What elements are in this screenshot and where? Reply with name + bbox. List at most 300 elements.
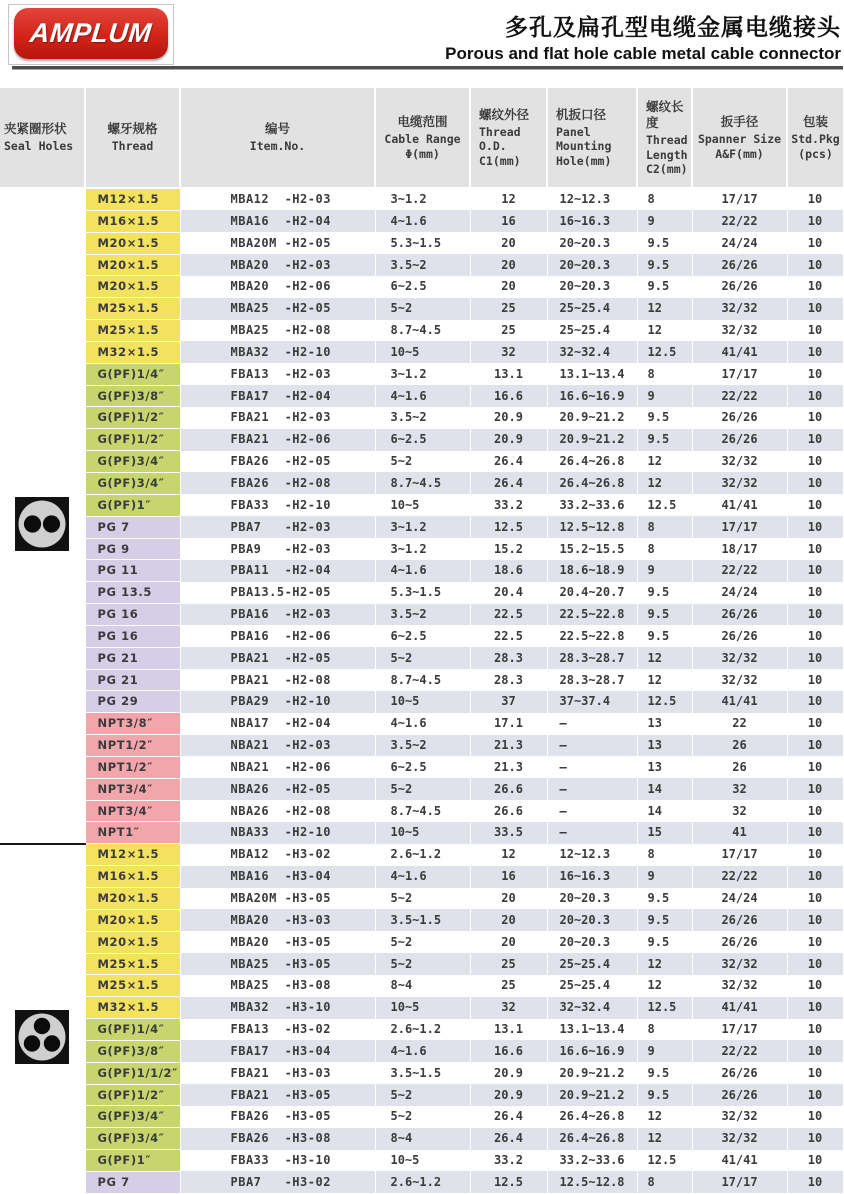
cell-thread-len: 9.5 xyxy=(637,888,692,910)
table-header xyxy=(0,88,843,188)
cell-thread-od: 20.4 xyxy=(470,582,547,604)
column-header-panel-hole: 机扳口径 Panel Mounting Hole(mm) xyxy=(547,88,637,188)
cell-panel-hole: 18.6~18.9 xyxy=(547,560,637,582)
cell-panel-hole: 32~32.4 xyxy=(547,341,637,363)
cell-panel-hole: 16~16.3 xyxy=(547,210,637,232)
cell-pkg: 10 xyxy=(787,866,843,888)
cell-thread-od: 37 xyxy=(470,691,547,713)
table-row xyxy=(0,844,843,866)
cell-thread-len: 9.5 xyxy=(637,582,692,604)
cell-thread: G(PF)1/4″ xyxy=(85,1019,180,1041)
cell-cable-range: 5~2 xyxy=(375,1106,470,1128)
cell-item: PBA7 -H2-03 xyxy=(180,516,375,538)
cell-panel-hole: – xyxy=(547,756,637,778)
cell-thread: G(PF)1″ xyxy=(85,1150,180,1172)
cell-item: MBA25 -H2-08 xyxy=(180,320,375,342)
cell-thread: M20×1.5 xyxy=(85,909,180,931)
column-header-std-pkg: 包装 Std.Pkg (pcs) xyxy=(787,88,843,188)
cell-panel-hole: 26.4~26.8 xyxy=(547,1128,637,1150)
cell-pkg: 10 xyxy=(787,560,843,582)
cell-thread-od: 20 xyxy=(470,909,547,931)
cell-spanner: 24/24 xyxy=(692,232,787,254)
cell-pkg: 10 xyxy=(787,232,843,254)
cell-thread-od: 25 xyxy=(470,320,547,342)
cell-thread-od: 22.5 xyxy=(470,604,547,626)
cell-thread-od: 21.3 xyxy=(470,735,547,757)
cell-thread: PG 16 xyxy=(85,604,180,626)
column-header-cable-range: 电缆范围 Cable Range Φ(mm) xyxy=(375,88,470,188)
table-row xyxy=(0,210,843,232)
cell-pkg: 10 xyxy=(787,1128,843,1150)
cell-pkg: 10 xyxy=(787,844,843,866)
cell-thread: M20×1.5 xyxy=(85,254,180,276)
cell-panel-hole: 28.3~28.7 xyxy=(547,669,637,691)
table-row xyxy=(0,647,843,669)
cell-thread-len: 12 xyxy=(637,953,692,975)
cell-cable-range: 5~2 xyxy=(375,888,470,910)
logo-box xyxy=(8,4,174,65)
table-row xyxy=(0,320,843,342)
cell-spanner: 17/17 xyxy=(692,188,787,210)
cell-panel-hole: 28.3~28.7 xyxy=(547,647,637,669)
cell-cable-range: 8.7~4.5 xyxy=(375,472,470,494)
cell-pkg: 10 xyxy=(787,1062,843,1084)
cell-item: FBA26 -H2-08 xyxy=(180,472,375,494)
cell-panel-hole: 20~20.3 xyxy=(547,232,637,254)
table-row xyxy=(0,1062,843,1084)
cell-thread: M12×1.5 xyxy=(85,188,180,210)
cell-panel-hole: 12~12.3 xyxy=(547,844,637,866)
cell-thread: G(PF)1/2″ xyxy=(85,1084,180,1106)
cell-panel-hole: 16.6~16.9 xyxy=(547,1040,637,1062)
cell-cable-range: 3.5~2 xyxy=(375,407,470,429)
cell-thread: NPT1/2″ xyxy=(85,756,180,778)
cell-thread-len: 12 xyxy=(637,320,692,342)
cell-thread-len: 14 xyxy=(637,800,692,822)
cell-thread-od: 20.9 xyxy=(470,1084,547,1106)
cell-item: MBA25 -H2-05 xyxy=(180,298,375,320)
cell-spanner: 17/17 xyxy=(692,1019,787,1041)
cell-panel-hole: 25~25.4 xyxy=(547,975,637,997)
cell-panel-hole: 12.5~12.8 xyxy=(547,1171,637,1193)
table-row xyxy=(0,866,843,888)
cell-item: MBA20 -H3-05 xyxy=(180,931,375,953)
cell-spanner: 22/22 xyxy=(692,560,787,582)
cell-pkg: 10 xyxy=(787,210,843,232)
cell-thread-od: 16.6 xyxy=(470,1040,547,1062)
page-title-english: Porous and flat hole cable metal cable connector xyxy=(445,44,841,63)
cell-item: FBA26 -H3-05 xyxy=(180,1106,375,1128)
cell-thread-od: 20.9 xyxy=(470,429,547,451)
column-header-thread-length: 螺纹长度 Thread Length C2(mm) xyxy=(637,88,692,188)
table-row xyxy=(0,472,843,494)
cell-thread-len: 9 xyxy=(637,210,692,232)
cell-item: FBA21 -H3-05 xyxy=(180,1084,375,1106)
cell-thread-od: 20.9 xyxy=(470,1062,547,1084)
cell-thread-od: 26.4 xyxy=(470,1106,547,1128)
cell-pkg: 10 xyxy=(787,1019,843,1041)
cell-panel-hole: 25~25.4 xyxy=(547,953,637,975)
cell-item: MBA20 -H2-03 xyxy=(180,254,375,276)
cell-thread: M32×1.5 xyxy=(85,341,180,363)
cell-item: NBA21 -H2-03 xyxy=(180,735,375,757)
three-hole-seal-icon xyxy=(15,1010,69,1064)
cell-thread: PG 13.5 xyxy=(85,582,180,604)
cell-pkg: 10 xyxy=(787,735,843,757)
seal-holes-cell xyxy=(0,188,85,844)
cell-thread-len: 8 xyxy=(637,516,692,538)
cell-cable-range: 3.5~1.5 xyxy=(375,909,470,931)
column-header-thread: 螺牙规格 Thread xyxy=(85,88,180,188)
cell-thread-len: 8 xyxy=(637,1019,692,1041)
table-row xyxy=(0,582,843,604)
cell-thread-od: 20 xyxy=(470,232,547,254)
cell-spanner: 22/22 xyxy=(692,210,787,232)
table-row xyxy=(0,997,843,1019)
cell-thread: PG 9 xyxy=(85,538,180,560)
cell-pkg: 10 xyxy=(787,582,843,604)
cell-cable-range: 8~4 xyxy=(375,1128,470,1150)
cell-thread: G(PF)1/4″ xyxy=(85,363,180,385)
cell-panel-hole: – xyxy=(547,800,637,822)
cell-panel-hole: 22.5~22.8 xyxy=(547,625,637,647)
cell-thread: M25×1.5 xyxy=(85,975,180,997)
cell-spanner: 26 xyxy=(692,735,787,757)
cell-pkg: 10 xyxy=(787,188,843,210)
cell-spanner: 22/22 xyxy=(692,385,787,407)
table-row xyxy=(0,1171,843,1193)
cell-spanner: 17/17 xyxy=(692,844,787,866)
cell-thread-len: 8 xyxy=(637,844,692,866)
cell-thread-od: 26.6 xyxy=(470,778,547,800)
cell-item: PBA11 -H2-04 xyxy=(180,560,375,582)
cell-thread: PG 16 xyxy=(85,625,180,647)
cell-pkg: 10 xyxy=(787,1084,843,1106)
cell-thread-len: 12 xyxy=(637,647,692,669)
table-row xyxy=(0,385,843,407)
cell-cable-range: 3~1.2 xyxy=(375,188,470,210)
cell-thread: G(PF)3/4″ xyxy=(85,451,180,473)
cell-thread-len: 12 xyxy=(637,975,692,997)
cell-pkg: 10 xyxy=(787,713,843,735)
cell-pkg: 10 xyxy=(787,494,843,516)
spec-table xyxy=(0,88,844,1194)
table-row xyxy=(0,494,843,516)
cell-item: FBA13 -H3-02 xyxy=(180,1019,375,1041)
cell-cable-range: 10~5 xyxy=(375,341,470,363)
cell-pkg: 10 xyxy=(787,953,843,975)
cell-thread-od: 22.5 xyxy=(470,625,547,647)
cell-thread-len: 9.5 xyxy=(637,407,692,429)
cell-thread: G(PF)1/2″ xyxy=(85,429,180,451)
table-row xyxy=(0,276,843,298)
cell-pkg: 10 xyxy=(787,320,843,342)
table-row xyxy=(0,1128,843,1150)
cell-spanner: 26 xyxy=(692,756,787,778)
cell-thread-len: 9.5 xyxy=(637,429,692,451)
cell-panel-hole: 20~20.3 xyxy=(547,254,637,276)
page-title-chinese: 多孔及扁孔型电缆金属电缆接头 xyxy=(505,14,841,40)
cell-spanner: 26/26 xyxy=(692,1062,787,1084)
cell-panel-hole: – xyxy=(547,713,637,735)
cell-item: PBA29 -H2-10 xyxy=(180,691,375,713)
cell-thread-len: 9 xyxy=(637,560,692,582)
cell-thread-len: 14 xyxy=(637,778,692,800)
cell-thread: PG 11 xyxy=(85,560,180,582)
cell-thread-od: 20 xyxy=(470,276,547,298)
cell-panel-hole: 20.9~21.2 xyxy=(547,429,637,451)
cell-spanner: 32/32 xyxy=(692,1106,787,1128)
cell-item: PBA13.5-H2-05 xyxy=(180,582,375,604)
column-header-item-no: 编号 Item.No. xyxy=(180,88,375,188)
cell-cable-range: 3~1.2 xyxy=(375,538,470,560)
table-row xyxy=(0,691,843,713)
cell-pkg: 10 xyxy=(787,451,843,473)
cell-spanner: 17/17 xyxy=(692,363,787,385)
cell-item: MBA20M -H3-05 xyxy=(180,888,375,910)
cell-item: FBA21 -H3-03 xyxy=(180,1062,375,1084)
cell-thread-od: 25 xyxy=(470,298,547,320)
cell-thread: M20×1.5 xyxy=(85,276,180,298)
cell-spanner: 32/32 xyxy=(692,669,787,691)
cell-thread-len: 12 xyxy=(637,472,692,494)
two-hole-seal-icon xyxy=(15,497,69,551)
cell-item: MBA25 -H3-05 xyxy=(180,953,375,975)
column-header-spanner-size: 扳手径 Spanner Size A&F(mm) xyxy=(692,88,787,188)
cell-item: FBA33 -H2-10 xyxy=(180,494,375,516)
amplum-logo xyxy=(14,8,168,59)
cell-cable-range: 10~5 xyxy=(375,691,470,713)
cell-cable-range: 6~2.5 xyxy=(375,625,470,647)
cell-thread-od: 26.4 xyxy=(470,1128,547,1150)
cell-panel-hole: 20~20.3 xyxy=(547,931,637,953)
cell-thread: M20×1.5 xyxy=(85,232,180,254)
cell-thread-len: 9.5 xyxy=(637,625,692,647)
cell-item: FBA26 -H3-08 xyxy=(180,1128,375,1150)
cell-pkg: 10 xyxy=(787,407,843,429)
cell-thread-len: 12 xyxy=(637,451,692,473)
cell-item: NBA21 -H2-06 xyxy=(180,756,375,778)
cell-thread-len: 9 xyxy=(637,385,692,407)
cell-thread-od: 25 xyxy=(470,975,547,997)
cell-spanner: 26/26 xyxy=(692,909,787,931)
cell-spanner: 32 xyxy=(692,800,787,822)
cell-pkg: 10 xyxy=(787,385,843,407)
cell-thread: PG 21 xyxy=(85,669,180,691)
cell-panel-hole: 20~20.3 xyxy=(547,888,637,910)
cell-cable-range: 8~4 xyxy=(375,975,470,997)
cell-item: NBA33 -H2-10 xyxy=(180,822,375,844)
table-row xyxy=(0,188,843,210)
cell-panel-hole: 16~16.3 xyxy=(547,866,637,888)
cell-pkg: 10 xyxy=(787,691,843,713)
cell-item: MBA20 -H3-03 xyxy=(180,909,375,931)
cell-item: PBA9 -H2-03 xyxy=(180,538,375,560)
cell-spanner: 32/32 xyxy=(692,320,787,342)
cell-spanner: 32/32 xyxy=(692,472,787,494)
cell-thread-od: 12 xyxy=(470,844,547,866)
cell-cable-range: 4~1.6 xyxy=(375,1040,470,1062)
table-row xyxy=(0,363,843,385)
cell-panel-hole: – xyxy=(547,735,637,757)
cell-thread: G(PF)3/8″ xyxy=(85,385,180,407)
table-row xyxy=(0,909,843,931)
cell-cable-range: 8.7~4.5 xyxy=(375,800,470,822)
cell-pkg: 10 xyxy=(787,472,843,494)
cell-spanner: 41/41 xyxy=(692,341,787,363)
cell-item: PBA21 -H2-05 xyxy=(180,647,375,669)
cell-thread: M12×1.5 xyxy=(85,844,180,866)
cell-item: MBA12 -H2-03 xyxy=(180,188,375,210)
cell-spanner: 32/32 xyxy=(692,1128,787,1150)
cell-thread: NPT1/2″ xyxy=(85,735,180,757)
cell-panel-hole: 20.9~21.2 xyxy=(547,407,637,429)
cell-cable-range: 4~1.6 xyxy=(375,210,470,232)
table-row xyxy=(0,254,843,276)
table-row xyxy=(0,232,843,254)
cell-pkg: 10 xyxy=(787,538,843,560)
cell-item: MBA32 -H3-10 xyxy=(180,997,375,1019)
cell-thread-len: 12.5 xyxy=(637,691,692,713)
cell-thread-od: 26.6 xyxy=(470,800,547,822)
cell-cable-range: 4~1.6 xyxy=(375,385,470,407)
cell-cable-range: 5~2 xyxy=(375,1084,470,1106)
cell-item: MBA20 -H2-06 xyxy=(180,276,375,298)
cell-spanner: 22 xyxy=(692,713,787,735)
cell-panel-hole: 33.2~33.6 xyxy=(547,1150,637,1172)
table-row xyxy=(0,713,843,735)
cell-item: PBA16 -H2-03 xyxy=(180,604,375,626)
cell-thread-od: 33.2 xyxy=(470,1150,547,1172)
cell-cable-range: 6~2.5 xyxy=(375,276,470,298)
cell-thread-len: 8 xyxy=(637,363,692,385)
cell-panel-hole: – xyxy=(547,822,637,844)
cell-spanner: 32/32 xyxy=(692,298,787,320)
cell-thread-len: 13 xyxy=(637,713,692,735)
cell-cable-range: 10~5 xyxy=(375,822,470,844)
cell-thread: G(PF)1″ xyxy=(85,494,180,516)
cell-thread-od: 32 xyxy=(470,997,547,1019)
cell-thread: NPT3/8″ xyxy=(85,713,180,735)
cell-panel-hole: 20~20.3 xyxy=(547,909,637,931)
cell-thread: M20×1.5 xyxy=(85,931,180,953)
table-row xyxy=(0,429,843,451)
table-row xyxy=(0,756,843,778)
cell-pkg: 10 xyxy=(787,822,843,844)
cell-item: FBA21 -H2-06 xyxy=(180,429,375,451)
cell-spanner: 32/32 xyxy=(692,451,787,473)
cell-spanner: 32/32 xyxy=(692,953,787,975)
cell-panel-hole: 37~37.4 xyxy=(547,691,637,713)
cell-item: NBA17 -H2-04 xyxy=(180,713,375,735)
cell-spanner: 26/26 xyxy=(692,604,787,626)
cell-cable-range: 2.6~1.2 xyxy=(375,1019,470,1041)
cell-thread: M25×1.5 xyxy=(85,298,180,320)
cell-thread-len: 12 xyxy=(637,298,692,320)
cell-panel-hole: 20~20.3 xyxy=(547,276,637,298)
cell-panel-hole: 20.9~21.2 xyxy=(547,1062,637,1084)
cell-thread-len: 12.5 xyxy=(637,1150,692,1172)
cell-panel-hole: 12~12.3 xyxy=(547,188,637,210)
cell-item: MBA25 -H3-08 xyxy=(180,975,375,997)
cell-pkg: 10 xyxy=(787,254,843,276)
cell-item: MBA16 -H3-04 xyxy=(180,866,375,888)
table-row xyxy=(0,604,843,626)
cell-thread: NPT3/4″ xyxy=(85,800,180,822)
cell-cable-range: 3~1.2 xyxy=(375,363,470,385)
cell-pkg: 10 xyxy=(787,669,843,691)
cell-panel-hole: 32~32.4 xyxy=(547,997,637,1019)
cell-thread-len: 9.5 xyxy=(637,931,692,953)
page-titles xyxy=(445,9,841,64)
cell-thread-od: 32 xyxy=(470,341,547,363)
cell-pkg: 10 xyxy=(787,997,843,1019)
cell-pkg: 10 xyxy=(787,604,843,626)
cell-spanner: 26/26 xyxy=(692,429,787,451)
table-row xyxy=(0,1019,843,1041)
cell-thread-len: 9.5 xyxy=(637,1084,692,1106)
cell-thread-od: 33.5 xyxy=(470,822,547,844)
header-divider xyxy=(12,66,843,70)
cell-pkg: 10 xyxy=(787,778,843,800)
cell-spanner: 26/26 xyxy=(692,1084,787,1106)
cell-panel-hole: 13.1~13.4 xyxy=(547,1019,637,1041)
cell-thread: G(PF)3/4″ xyxy=(85,1106,180,1128)
cell-thread: M32×1.5 xyxy=(85,997,180,1019)
cell-thread: M25×1.5 xyxy=(85,320,180,342)
cell-item: MBA32 -H2-10 xyxy=(180,341,375,363)
cell-panel-hole: 26.4~26.8 xyxy=(547,1106,637,1128)
table-row xyxy=(0,778,843,800)
cell-thread-len: 8 xyxy=(637,188,692,210)
cell-cable-range: 8.7~4.5 xyxy=(375,669,470,691)
cell-thread-len: 15 xyxy=(637,822,692,844)
cell-panel-hole: – xyxy=(547,778,637,800)
cell-thread: G(PF)1/2″ xyxy=(85,407,180,429)
cell-panel-hole: 25~25.4 xyxy=(547,298,637,320)
cell-thread-od: 13.1 xyxy=(470,363,547,385)
cell-panel-hole: 26.4~26.8 xyxy=(547,472,637,494)
cell-item: MBA16 -H2-04 xyxy=(180,210,375,232)
cell-cable-range: 6~2.5 xyxy=(375,429,470,451)
cell-thread-od: 28.3 xyxy=(470,647,547,669)
cell-spanner: 24/24 xyxy=(692,582,787,604)
cell-spanner: 22/22 xyxy=(692,866,787,888)
column-header-thread-od: 螺纹外径 Thread O.D. C1(mm) xyxy=(470,88,547,188)
cell-cable-range: 3.5~2 xyxy=(375,254,470,276)
table-row xyxy=(0,451,843,473)
cell-cable-range: 2.6~1.2 xyxy=(375,1171,470,1193)
table-row xyxy=(0,669,843,691)
cell-thread-od: 33.2 xyxy=(470,494,547,516)
cell-thread: G(PF)1/1/2″ xyxy=(85,1062,180,1084)
cell-item: FBA13 -H2-03 xyxy=(180,363,375,385)
cell-thread: G(PF)3/4″ xyxy=(85,1128,180,1150)
cell-thread-len: 9.5 xyxy=(637,276,692,298)
cell-item: MBA20M -H2-05 xyxy=(180,232,375,254)
cell-cable-range: 5~2 xyxy=(375,953,470,975)
cell-pkg: 10 xyxy=(787,625,843,647)
cell-cable-range: 5~2 xyxy=(375,647,470,669)
cell-thread-len: 12 xyxy=(637,669,692,691)
table-row xyxy=(0,516,843,538)
cell-spanner: 41 xyxy=(692,822,787,844)
cell-thread-od: 28.3 xyxy=(470,669,547,691)
cell-cable-range: 4~1.6 xyxy=(375,560,470,582)
cell-thread: PG 21 xyxy=(85,647,180,669)
cell-thread-len: 12.5 xyxy=(637,494,692,516)
cell-pkg: 10 xyxy=(787,516,843,538)
